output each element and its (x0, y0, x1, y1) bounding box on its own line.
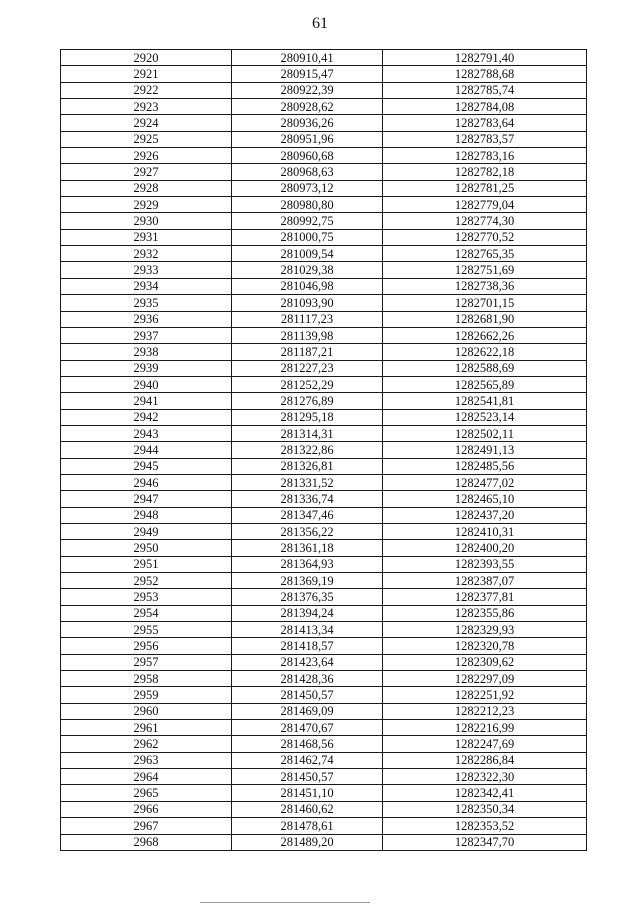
table-row (61, 671, 587, 687)
y-coordinate-cell: 1282342,41 (383, 785, 587, 801)
y-coordinate-cell: 1282791,40 (383, 50, 587, 66)
y-coordinate-cell: 1282784,08 (383, 99, 587, 115)
y-coordinate-cell: 1282541,81 (383, 393, 587, 409)
point-number-cell: 2929 (61, 197, 232, 213)
x-coordinate-cell: 281117,23 (232, 311, 383, 327)
y-coordinate-cell: 1282437,20 (383, 507, 587, 523)
table-row (61, 540, 587, 556)
coordinates-table (60, 49, 587, 851)
point-number-cell: 2939 (61, 360, 232, 376)
x-coordinate-cell: 281000,75 (232, 229, 383, 245)
point-number-cell: 2930 (61, 213, 232, 229)
table-row (61, 50, 587, 66)
x-coordinate-cell: 280973,12 (232, 180, 383, 196)
table-row (61, 164, 587, 180)
bottom-divider (200, 902, 370, 903)
x-coordinate-cell: 281336,74 (232, 491, 383, 507)
table-row (61, 769, 587, 785)
table-row (61, 393, 587, 409)
table-row (61, 442, 587, 458)
point-number-cell: 2963 (61, 752, 232, 768)
point-number-cell: 2925 (61, 131, 232, 147)
y-coordinate-cell: 1282251,92 (383, 687, 587, 703)
point-number-cell: 2962 (61, 736, 232, 752)
x-coordinate-cell: 280960,68 (232, 148, 383, 164)
y-coordinate-cell: 1282502,11 (383, 425, 587, 441)
y-coordinate-cell: 1282400,20 (383, 540, 587, 556)
point-number-cell: 2943 (61, 425, 232, 441)
point-number-cell: 2947 (61, 491, 232, 507)
y-coordinate-cell: 1282355,86 (383, 605, 587, 621)
table-row (61, 180, 587, 196)
point-number-cell: 2952 (61, 573, 232, 589)
x-coordinate-cell: 281093,90 (232, 295, 383, 311)
x-coordinate-cell: 281276,89 (232, 393, 383, 409)
x-coordinate-cell: 281029,38 (232, 262, 383, 278)
x-coordinate-cell: 281478,61 (232, 818, 383, 834)
point-number-cell: 2951 (61, 556, 232, 572)
x-coordinate-cell: 280910,41 (232, 50, 383, 66)
table-row (61, 687, 587, 703)
point-number-cell: 2934 (61, 278, 232, 294)
point-number-cell: 2940 (61, 376, 232, 392)
point-number-cell: 2946 (61, 474, 232, 490)
x-coordinate-cell: 281361,18 (232, 540, 383, 556)
x-coordinate-cell: 281314,31 (232, 425, 383, 441)
table-row (61, 752, 587, 768)
y-coordinate-cell: 1282774,30 (383, 213, 587, 229)
y-coordinate-cell: 1282779,04 (383, 197, 587, 213)
point-number-cell: 2953 (61, 589, 232, 605)
table-row (61, 818, 587, 834)
point-number-cell: 2922 (61, 82, 232, 98)
point-number-cell: 2921 (61, 66, 232, 82)
y-coordinate-cell: 1282353,52 (383, 818, 587, 834)
coordinates-table-body (61, 50, 587, 851)
table-row (61, 148, 587, 164)
point-number-cell: 2924 (61, 115, 232, 131)
x-coordinate-cell: 281451,10 (232, 785, 383, 801)
table-row (61, 327, 587, 343)
y-coordinate-cell: 1282781,25 (383, 180, 587, 196)
point-number-cell: 2955 (61, 622, 232, 638)
point-number-cell: 2937 (61, 327, 232, 343)
y-coordinate-cell: 1282216,99 (383, 720, 587, 736)
y-coordinate-cell: 1282477,02 (383, 474, 587, 490)
x-coordinate-cell: 281462,74 (232, 752, 383, 768)
x-coordinate-cell: 281376,35 (232, 589, 383, 605)
y-coordinate-cell: 1282329,93 (383, 622, 587, 638)
table-row (61, 801, 587, 817)
table-row (61, 523, 587, 539)
table-row (61, 589, 587, 605)
y-coordinate-cell: 1282785,74 (383, 82, 587, 98)
table-row (61, 638, 587, 654)
x-coordinate-cell: 281009,54 (232, 246, 383, 262)
x-coordinate-cell: 281331,52 (232, 474, 383, 490)
table-row (61, 622, 587, 638)
point-number-cell: 2968 (61, 834, 232, 850)
x-coordinate-cell: 281468,56 (232, 736, 383, 752)
y-coordinate-cell: 1282565,89 (383, 376, 587, 392)
y-coordinate-cell: 1282247,69 (383, 736, 587, 752)
x-coordinate-cell: 281413,34 (232, 622, 383, 638)
point-number-cell: 2932 (61, 246, 232, 262)
point-number-cell: 2935 (61, 295, 232, 311)
x-coordinate-cell: 281450,57 (232, 769, 383, 785)
y-coordinate-cell: 1282297,09 (383, 671, 587, 687)
y-coordinate-cell: 1282588,69 (383, 360, 587, 376)
y-coordinate-cell: 1282783,57 (383, 131, 587, 147)
table-row (61, 474, 587, 490)
table-row (61, 246, 587, 262)
table-row (61, 131, 587, 147)
table-row (61, 344, 587, 360)
x-coordinate-cell: 280936,26 (232, 115, 383, 131)
table-row (61, 376, 587, 392)
y-coordinate-cell: 1282387,07 (383, 573, 587, 589)
table-row (61, 115, 587, 131)
point-number-cell: 2936 (61, 311, 232, 327)
x-coordinate-cell: 281187,21 (232, 344, 383, 360)
y-coordinate-cell: 1282485,56 (383, 458, 587, 474)
x-coordinate-cell: 281418,57 (232, 638, 383, 654)
y-coordinate-cell: 1282782,18 (383, 164, 587, 180)
y-coordinate-cell: 1282212,23 (383, 703, 587, 719)
y-coordinate-cell: 1282286,84 (383, 752, 587, 768)
x-coordinate-cell: 281364,93 (232, 556, 383, 572)
x-coordinate-cell: 281046,98 (232, 278, 383, 294)
y-coordinate-cell: 1282410,31 (383, 523, 587, 539)
x-coordinate-cell: 281428,36 (232, 671, 383, 687)
table-row (61, 507, 587, 523)
table-row (61, 66, 587, 82)
y-coordinate-cell: 1282491,13 (383, 442, 587, 458)
x-coordinate-cell: 281326,81 (232, 458, 383, 474)
table-row (61, 99, 587, 115)
y-coordinate-cell: 1282622,18 (383, 344, 587, 360)
y-coordinate-cell: 1282783,64 (383, 115, 587, 131)
table-row (61, 311, 587, 327)
table-row (61, 834, 587, 850)
point-number-cell: 2950 (61, 540, 232, 556)
point-number-cell: 2957 (61, 654, 232, 670)
table-row (61, 720, 587, 736)
point-number-cell: 2960 (61, 703, 232, 719)
point-number-cell: 2948 (61, 507, 232, 523)
y-coordinate-cell: 1282309,62 (383, 654, 587, 670)
page-number: 61 (312, 15, 328, 32)
x-coordinate-cell: 281460,62 (232, 801, 383, 817)
point-number-cell: 2920 (61, 50, 232, 66)
point-number-cell: 2961 (61, 720, 232, 736)
point-number-cell: 2949 (61, 523, 232, 539)
y-coordinate-cell: 1282377,81 (383, 589, 587, 605)
x-coordinate-cell: 280980,80 (232, 197, 383, 213)
table-row (61, 278, 587, 294)
x-coordinate-cell: 280915,47 (232, 66, 383, 82)
y-coordinate-cell: 1282788,68 (383, 66, 587, 82)
point-number-cell: 2941 (61, 393, 232, 409)
table-row (61, 425, 587, 441)
y-coordinate-cell: 1282662,26 (383, 327, 587, 343)
point-number-cell: 2933 (61, 262, 232, 278)
y-coordinate-cell: 1282393,55 (383, 556, 587, 572)
x-coordinate-cell: 281252,29 (232, 376, 383, 392)
table-row (61, 213, 587, 229)
x-coordinate-cell: 280951,96 (232, 131, 383, 147)
table-row (61, 360, 587, 376)
table-row (61, 556, 587, 572)
x-coordinate-cell: 280922,39 (232, 82, 383, 98)
table-row (61, 262, 587, 278)
y-coordinate-cell: 1282765,35 (383, 246, 587, 262)
point-number-cell: 2944 (61, 442, 232, 458)
y-coordinate-cell: 1282350,34 (383, 801, 587, 817)
x-coordinate-cell: 281347,46 (232, 507, 383, 523)
x-coordinate-cell: 281295,18 (232, 409, 383, 425)
x-coordinate-cell: 281469,09 (232, 703, 383, 719)
y-coordinate-cell: 1282320,78 (383, 638, 587, 654)
y-coordinate-cell: 1282523,14 (383, 409, 587, 425)
table-row (61, 605, 587, 621)
table-row (61, 197, 587, 213)
x-coordinate-cell: 281489,20 (232, 834, 383, 850)
table-row (61, 785, 587, 801)
x-coordinate-cell: 281227,23 (232, 360, 383, 376)
y-coordinate-cell: 1282701,15 (383, 295, 587, 311)
point-number-cell: 2956 (61, 638, 232, 654)
y-coordinate-cell: 1282783,16 (383, 148, 587, 164)
y-coordinate-cell: 1282322,30 (383, 769, 587, 785)
x-coordinate-cell: 280992,75 (232, 213, 383, 229)
point-number-cell: 2923 (61, 99, 232, 115)
table-row (61, 229, 587, 245)
point-number-cell: 2966 (61, 801, 232, 817)
x-coordinate-cell: 281450,57 (232, 687, 383, 703)
point-number-cell: 2926 (61, 148, 232, 164)
x-coordinate-cell: 281356,22 (232, 523, 383, 539)
point-number-cell: 2927 (61, 164, 232, 180)
x-coordinate-cell: 280928,62 (232, 99, 383, 115)
point-number-cell: 2964 (61, 769, 232, 785)
point-number-cell: 2945 (61, 458, 232, 474)
table-row (61, 654, 587, 670)
y-coordinate-cell: 1282770,52 (383, 229, 587, 245)
point-number-cell: 2958 (61, 671, 232, 687)
point-number-cell: 2938 (61, 344, 232, 360)
y-coordinate-cell: 1282751,69 (383, 262, 587, 278)
x-coordinate-cell: 280968,63 (232, 164, 383, 180)
point-number-cell: 2959 (61, 687, 232, 703)
x-coordinate-cell: 281139,98 (232, 327, 383, 343)
table-row (61, 703, 587, 719)
x-coordinate-cell: 281322,86 (232, 442, 383, 458)
table-row (61, 573, 587, 589)
y-coordinate-cell: 1282738,36 (383, 278, 587, 294)
table-row (61, 409, 587, 425)
y-coordinate-cell: 1282465,10 (383, 491, 587, 507)
x-coordinate-cell: 281394,24 (232, 605, 383, 621)
point-number-cell: 2942 (61, 409, 232, 425)
table-row (61, 491, 587, 507)
x-coordinate-cell: 281470,67 (232, 720, 383, 736)
x-coordinate-cell: 281369,19 (232, 573, 383, 589)
point-number-cell: 2931 (61, 229, 232, 245)
point-number-cell: 2965 (61, 785, 232, 801)
x-coordinate-cell: 281423,64 (232, 654, 383, 670)
y-coordinate-cell: 1282681,90 (383, 311, 587, 327)
point-number-cell: 2928 (61, 180, 232, 196)
table-row (61, 458, 587, 474)
point-number-cell: 2967 (61, 818, 232, 834)
table-row (61, 295, 587, 311)
table-row (61, 82, 587, 98)
table-row (61, 736, 587, 752)
point-number-cell: 2954 (61, 605, 232, 621)
y-coordinate-cell: 1282347,70 (383, 834, 587, 850)
